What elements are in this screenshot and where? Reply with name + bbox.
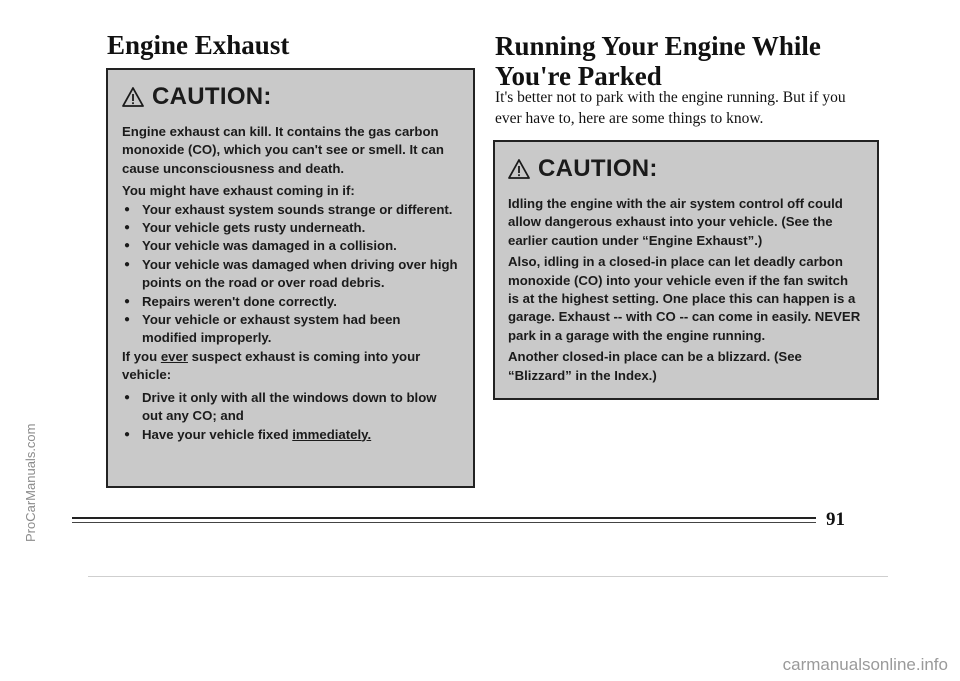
section-heading-engine-exhaust: Engine Exhaust xyxy=(107,30,290,60)
footer-rule xyxy=(72,517,816,519)
footer-watermark-url: carmanualsonline.info xyxy=(782,655,948,674)
caution-box-idling xyxy=(493,140,879,400)
footer-rule-thin xyxy=(72,522,816,523)
list-item: ● Your exhaust system sounds strange or different. xyxy=(122,201,458,219)
caution-label: CAUTION: xyxy=(152,83,272,110)
text-run: If you xyxy=(122,348,161,364)
list-item: ● Your vehicle was damaged in a collision. xyxy=(122,237,458,255)
list-item: ● Your vehicle or exhaust system had been modified improperly. xyxy=(122,311,458,348)
caution-paragraph: Also, idling in a closed-in place can let deadly carbon monoxide (CO) into your vehicle even if the fan switch is at the highest setting. One place this can happen is a garage. Exhaust -- with CO -- can come in easily. NEVER park in a garage with the engine running. xyxy=(508,254,861,343)
caution-paragraph: Another closed-in place can be a blizzard. (See “Blizzard” in the Index.) xyxy=(508,349,802,383)
list-item: ● Your vehicle was damaged when driving over high points on the road or over road debris. xyxy=(122,256,458,293)
intro-paragraph: It's better not to park with the engine running. But if you ever have to, here are some things to know. xyxy=(495,89,846,127)
caution-title xyxy=(122,83,458,111)
page-number: 91 xyxy=(826,509,845,530)
list-item: ● Your vehicle gets rusty underneath. xyxy=(122,219,458,237)
bullet-list xyxy=(122,201,458,348)
warning-triangle-icon xyxy=(508,159,530,179)
underlined-text: ever xyxy=(160,348,188,364)
scan-edge-line xyxy=(88,576,888,577)
warning-triangle-icon xyxy=(122,87,144,107)
text-run: Have your vehicle fixed xyxy=(142,426,293,442)
list-item: ● Drive it only with all the windows down to blow out any CO; and xyxy=(122,389,458,426)
bullet-list xyxy=(122,389,458,444)
caution-paragraph xyxy=(122,348,458,385)
text-run: suspect exhaust is coming into your vehicle: xyxy=(122,348,421,383)
caution-label: CAUTION: xyxy=(538,155,658,182)
caution-paragraph: Engine exhaust can kill. It contains the gas carbon monoxide (CO), which you can't see or smell. It can cause unconsciousness and death. xyxy=(122,124,444,176)
caution-paragraph: You might have exhaust coming in if: xyxy=(122,183,355,199)
section-heading-running-engine-parked: Running Your Engine While You're Parked xyxy=(495,31,821,91)
side-watermark: ProCarManuals.com xyxy=(23,423,38,542)
underlined-text: immediately. xyxy=(292,426,372,442)
list-item: ● Repairs weren't done correctly. xyxy=(122,293,458,311)
list-item xyxy=(122,426,458,444)
caution-title xyxy=(508,155,862,183)
caution-box-engine-exhaust xyxy=(106,68,475,488)
caution-paragraph: Idling the engine with the air system control off could allow dangerous exhaust into your vehicle. (See the earlier caution under “Engine Exhaust”.) xyxy=(508,196,843,248)
